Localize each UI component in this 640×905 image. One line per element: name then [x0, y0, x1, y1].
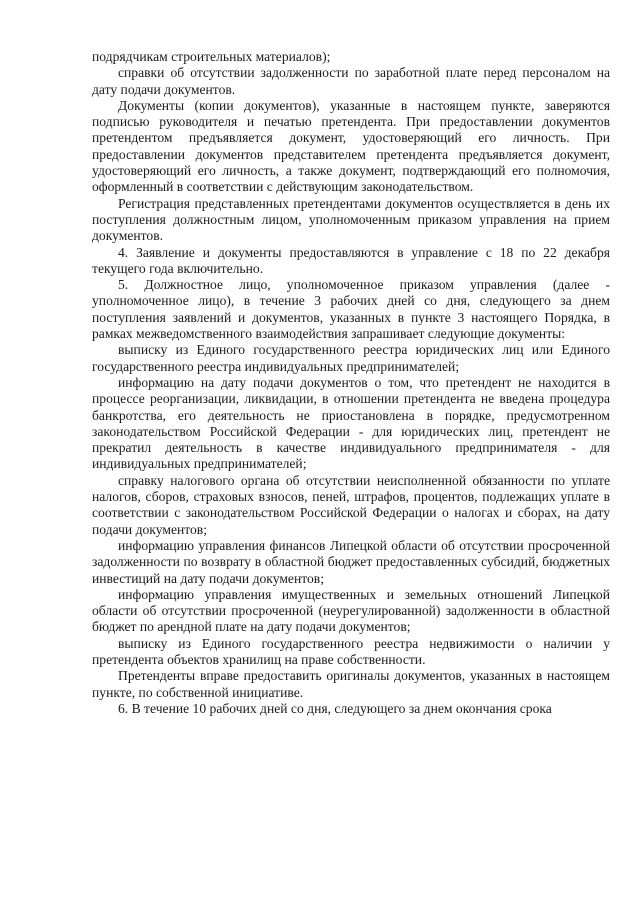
paragraph-finance-info: информацию управления финансов Липецкой области об отсутствии просроченной задолженности по возврату в областной бюджет предоставленных субсидий, бюджетных инвестиций на дату подачи документов;: [92, 537, 610, 586]
paragraph-egrn-extract: выписку из Единого государственного реестра недвижимости о наличии у претендента объектов хранилищ на праве собственности.: [92, 635, 610, 667]
paragraph-originals-right: Претенденты вправе предоставить оригиналы документов, указанных в настоящем пункте, по собственной инициативе.: [92, 668, 610, 700]
paragraph-egrul-extract: выписку из Единого государственного реестра юридических лиц или Единого государственного реестра индивидуальных предпринимателей;: [92, 342, 610, 374]
paragraph-item-6: 6. В течение 10 рабочих дней со дня, следующего за днем окончания срока: [118, 700, 552, 716]
paragraph-item-4: 4. Заявление и документы предоставляются в управление с 18 по 22 декабря текущего года включительно.: [92, 244, 610, 276]
paragraph-registration: Регистрация представленных претендентами документов осуществляется в день их поступления должностным лицом, уполномоченным приказом управления на прием документов.: [92, 195, 610, 244]
paragraph-item-5: 5. Должностное лицо, уполномоченное приказом управления (далее - уполномоченное лицо), в течение 3 рабочих дней со дня, следующего за днем поступления заявлений и документов, указанных в пункте 3 настоящего Порядка, в рамках межведомственного взаимодействия запрашивает следующие документы:: [92, 277, 610, 342]
document-page: [92, 49, 610, 717]
paragraph-reorganization-info: информацию на дату подачи документов о том, что претендент не находится в процессе реорганизации, ликвидации, в отношении претендента не введена процедура банкротства, его деятельность не приостановлена в порядке, предусмотренном законодательством Российской Федерации - для юридических лиц, претендент не прекратил деятельность в качестве индивидуального предпринимателя - для индивидуальных предпринимателей;: [92, 374, 610, 472]
paragraph-property-info: информацию управления имущественных и земельных отношений Липецкой области об отсутствии просроченной (неурегулированной) задолженности в областной бюджет по арендной плате на дату подачи документов;: [92, 586, 610, 635]
paragraph-continuation: подрядчикам строительных материалов);: [92, 49, 331, 64]
paragraph-tax-certificate: справку налогового органа об отсутствии неисполненной обязанности по уплате налогов, сборов, страховых взносов, пеней, штрафов, процентов, подлежащих уплате в соответствии с законодательством Российской Федерации о налогах и сборах, на дату подачи документов;: [92, 472, 610, 537]
paragraph-salary-debt-certificate: справки об отсутствии задолженности по заработной плате перед персоналом на дату подачи документов.: [92, 65, 610, 97]
paragraph-documents-certification: Документы (копии документов), указанные в настоящем пункте, заверяются подписью руководителя и печатью претендента. При предоставлении документов претендентом предъявляется документ, удостоверяющий его личность. При предоставлении документов представителем претендента предъявляется документ, удостоверяющий его личность, а также документ, подтверждающий его полномочия, оформленный в соответствии с действующим законодательством.: [92, 97, 610, 195]
